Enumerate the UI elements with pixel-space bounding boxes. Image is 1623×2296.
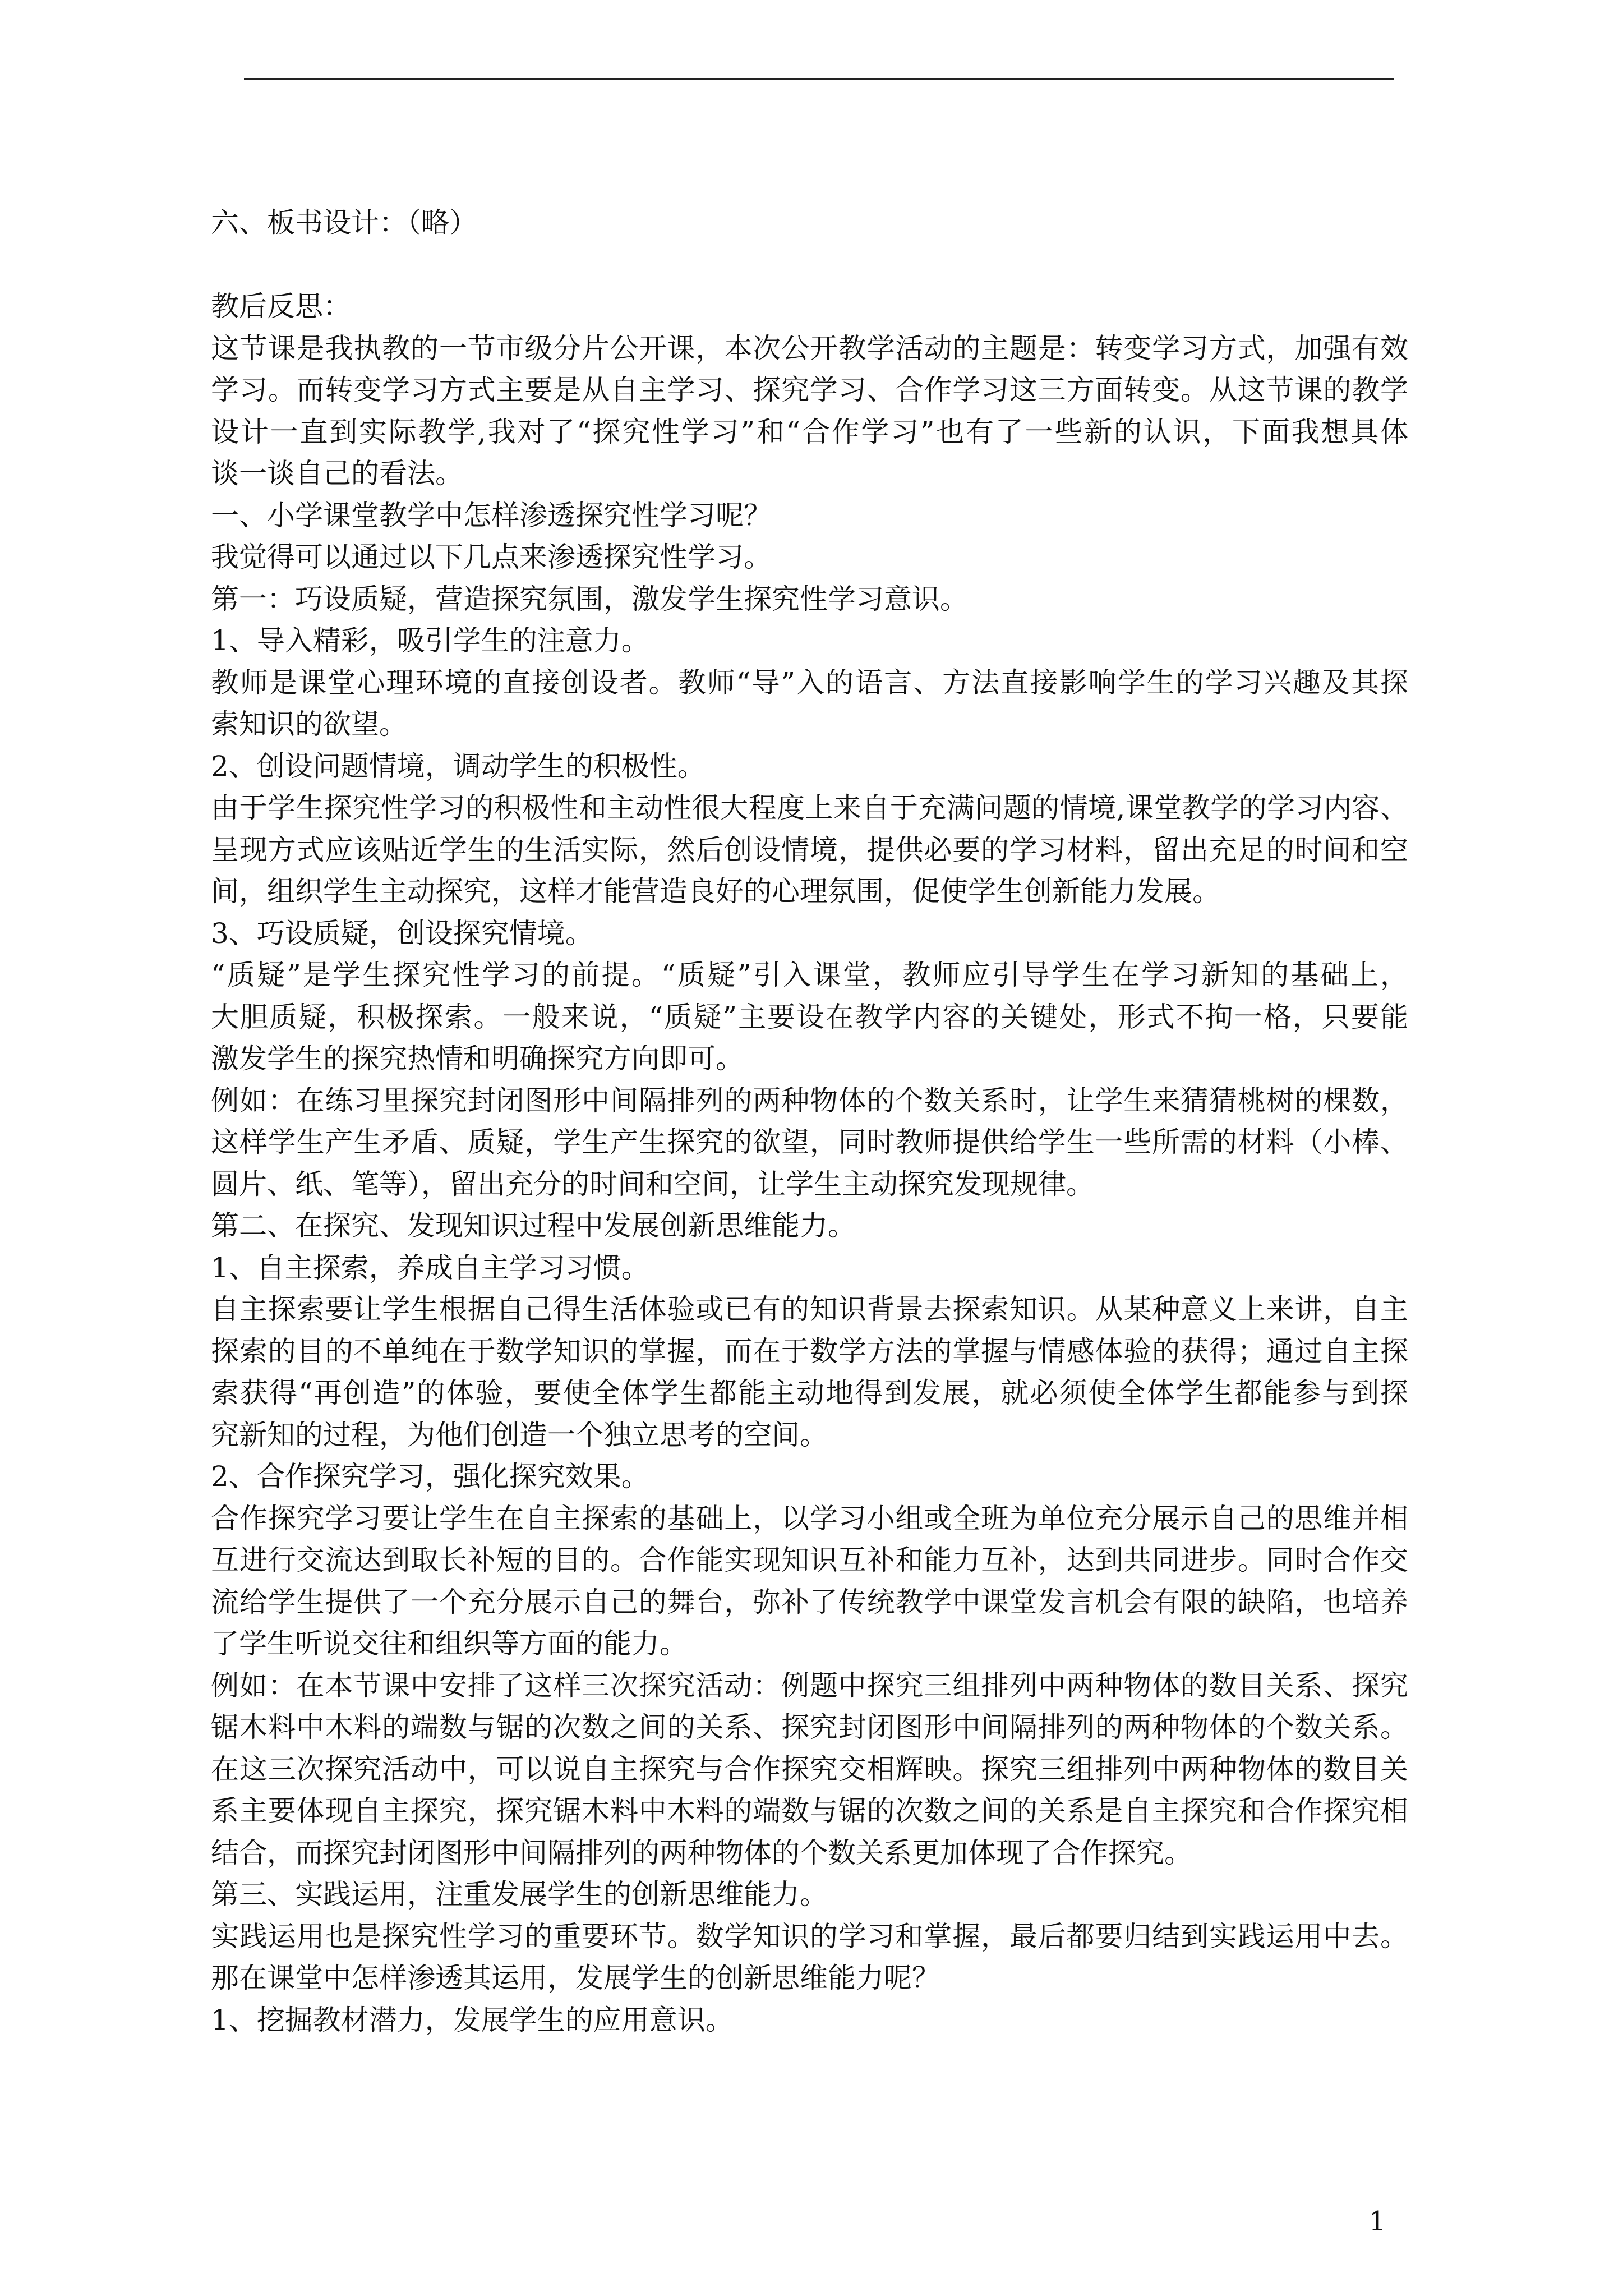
document-body <box>211 202 1408 2041</box>
text-line: 那在课堂中怎样渗透其运用，发展学生的创新思维能力呢？ <box>211 1962 940 1994</box>
text-line: 激发学生的探究热情和明确探究方向即可。 <box>211 1042 744 1075</box>
page-number: 1 <box>1368 2206 1386 2237</box>
text-line: 一、小学课堂教学中怎样渗透探究性学习呢？ <box>211 499 772 532</box>
text-line: 呈现方式应该贴近学生的生活实际，然后创设情境，提供必要的学习材料，留出充足的时间和空 <box>211 833 1408 866</box>
text-line: 第一：巧设质疑，营造探究氛围，激发学生探究性学习意识。 <box>211 582 968 615</box>
text-line: “质疑”是学生探究性学习的前提。“质疑”引入课堂，教师应引导学生在学习新知的基础上， <box>211 959 1408 991</box>
text-line: 在这三次探究活动中，可以说自主探究与合作探究交相辉映。探究三组排列中两种物体的数目关 <box>211 1752 1408 1786</box>
text-line: 由于学生探究性学习的积极性和主动性很大程度上来自于充满问题的情境,课堂教学的学习内容、 <box>211 792 1408 824</box>
text-line: 3、巧设质疑，创设探究情境。 <box>211 917 593 950</box>
text-line: 自主探索要让学生根据自己得生活体验或已有的知识背景去探索知识。从某种意义上来讲，自主 <box>211 1293 1408 1326</box>
text-line: 1、自主探索，养成自主学习习惯。 <box>211 1251 649 1284</box>
text-line: 例如：在练习里探究封闭图形中间隔排列的两种物体的个数关系时，让学生来猜猜桃树的棵数， <box>211 1084 1408 1117</box>
text-line: 1、导入精彩，吸引学生的注意力。 <box>211 624 649 657</box>
text-line: 六、板书设计：（略） <box>211 206 477 239</box>
text-line: 系主要体现自主探究，探究锯木料中木料的端数与锯的次数之间的关系是自主探究和合作探究相 <box>211 1795 1408 1827</box>
text-line: 索获得“再创造”的体验，要使全体学生都能主动地得到发展，就必须使全体学生都能参与到探 <box>211 1377 1408 1409</box>
text-line: 实践运用也是探究性学习的重要环节。数学知识的学习和掌握，最后都要归结到实践运用中去。 <box>211 1920 1408 1953</box>
text-line: 探索的目的不单纯在于数学知识的掌握，而在于数学方法的掌握与情感体验的获得；通过自主探 <box>211 1335 1408 1368</box>
text-line: 了学生听说交往和组织等方面的能力。 <box>211 1627 688 1660</box>
text-line: 设计一直到实际教学,我对了“探究性学习”和“合作学习”也有了一些新的认识，下面我想具体 <box>211 415 1408 448</box>
text-line: 教师是课堂心理环境的直接创设者。教师“导”入的语言、方法直接影响学生的学习兴趣及其探 <box>211 666 1408 699</box>
text-line: 合作探究学习要让学生在自主探索的基础上，以学习小组或全班为单位充分展示自己的思维并相 <box>211 1502 1408 1535</box>
text-line: 流给学生提供了一个充分展示自己的舞台，弥补了传统教学中课堂发言机会有限的缺陷，也培养 <box>211 1585 1408 1618</box>
text-line: 间，组织学生主动探究，这样才能营造良好的心理氛围，促使学生创新能力发展。 <box>211 875 1220 908</box>
text-line: 例如：在本节课中安排了这样三次探究活动：例题中探究三组排列中两种物体的数目关系、探究 <box>211 1669 1408 1702</box>
text-line: 教后反思： <box>211 290 351 323</box>
header-rule <box>244 78 1394 80</box>
text-line: 第二、在探究、发现知识过程中发展创新思维能力。 <box>211 1209 856 1242</box>
text-line: 1、挖掘教材潜力，发展学生的应用意识。 <box>211 2003 734 2036</box>
text-line: 圆片、纸、笔等），留出充分的时间和空间，让学生主动探究发现规律。 <box>211 1167 1094 1200</box>
text-line: 这节课是我执教的一节市级分片公开课，本次公开教学活动的主题是：转变学习方式，加强有效 <box>211 332 1408 365</box>
text-line: 互进行交流达到取长补短的目的。合作能实现知识互补和能力互补，达到共同进步。同时合作交 <box>211 1544 1408 1576</box>
text-line: 2、合作探究学习，强化探究效果。 <box>211 1460 649 1493</box>
text-line: 2、创设问题情境，调动学生的积极性。 <box>211 749 706 783</box>
text-line: 谈一谈自己的看法。 <box>211 457 463 490</box>
text-line: 究新知的过程，为他们创造一个独立思考的空间。 <box>211 1418 828 1451</box>
text-line: 大胆质疑，积极探索。一般来说，“质疑”主要设在教学内容的关键处，形式不拘一格，只要能 <box>211 1000 1408 1033</box>
text-line: 索知识的欲望。 <box>211 708 407 740</box>
text-line: 结合，而探究封闭图形中间隔排列的两种物体的个数关系更加体现了合作探究。 <box>211 1836 1192 1869</box>
text-line: 锯木料中木料的端数与锯的次数之间的关系、探究封闭图形中间隔排列的两种物体的个数关系。 <box>211 1711 1408 1743</box>
text-line: 这样学生产生矛盾、质疑，学生产生探究的欲望，同时教师提供给学生一些所需的材料（小棒、 <box>211 1126 1408 1158</box>
text-line: 学习。而转变学习方式主要是从自主学习、探究学习、合作学习这三方面转变。从这节课的教学 <box>211 374 1408 406</box>
text-line: 我觉得可以通过以下几点来渗透探究性学习。 <box>211 541 772 573</box>
text-line: 第三、实践运用，注重发展学生的创新思维能力。 <box>211 1878 828 1911</box>
